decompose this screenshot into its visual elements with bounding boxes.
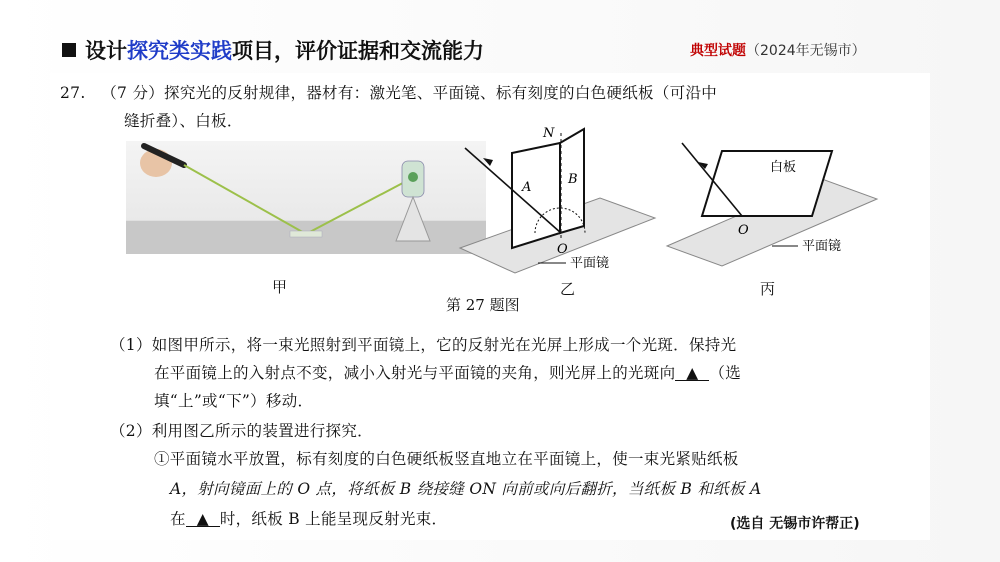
part-1-answer-blank: ▲ — [675, 366, 709, 381]
tag-typical: 典型试题 — [690, 43, 746, 59]
label-b: B — [568, 172, 578, 187]
screen-stand — [396, 197, 430, 241]
title-post: 项目，评价证据和交流能力 — [232, 39, 484, 63]
source-tag — [690, 40, 866, 60]
part-2-sub-1-line-3 — [170, 507, 447, 529]
label-o: O — [557, 242, 568, 257]
part-1-line-3: 填“上”或“下”）移动． — [154, 392, 314, 410]
figure-1-photo — [126, 141, 486, 254]
label-mirror-2: 平面镜 — [570, 256, 610, 271]
label-o-3: O — [738, 223, 749, 238]
label-board: 白板 — [770, 160, 797, 175]
title-pre: 设计 — [85, 39, 127, 63]
question-line-1 — [60, 81, 717, 103]
figure-3-diagram — [662, 131, 882, 281]
part-2-sub-1-line-2: A，射向镜面上的 O 点，将纸板 B 绕接缝 ON 向前或向后翻折，当纸板 B 和纸板 A — [170, 480, 762, 498]
part-1-line-2 — [154, 361, 741, 383]
part-2-line-3-pre: 在 — [170, 510, 186, 528]
figure-2-label: 乙 — [560, 280, 576, 298]
question-intro-2: 缝折叠）、白板． — [124, 112, 243, 130]
figure-3-label: 丙 — [760, 280, 776, 298]
question-number: 27. — [60, 84, 86, 102]
square-bullet-icon — [62, 43, 76, 57]
label-mirror-3: 平面镜 — [802, 239, 842, 254]
part-1-line-2-text: 在平面镜上的入射点不变，减小入射光与平面镜的夹角，则光屏上的光斑向 — [154, 364, 676, 382]
light-spot — [408, 172, 418, 182]
part-1-line-2-tail: （选 — [709, 364, 742, 382]
title-highlight: 探究类实践 — [127, 39, 232, 63]
tag-year-city: （2024年无锡市） — [746, 43, 866, 59]
flat-mirror — [290, 231, 322, 237]
figure-1-label: 甲 — [272, 278, 288, 296]
part-1-line-1: （1）如图甲所示，将一束光照射到平面镜上，它的反射光在光屏上形成一个光斑．保持光 — [110, 336, 737, 354]
label-a: A — [522, 180, 532, 195]
question-intro-1: （7 分）探究光的反射规律，器材有：激光笔、平面镜、标有刻度的白色硬纸板（可沿中 — [101, 84, 718, 102]
laser-setup-drawing — [126, 141, 486, 254]
slide-header — [62, 34, 484, 66]
exam-question-panel — [50, 73, 930, 540]
part-2-answer-blank: ▲ — [186, 512, 220, 527]
part-2-line-3-post: 时，纸板 B 上能呈现反射光束． — [219, 510, 448, 528]
part-2-sub-1-line-1: ①平面镜水平放置，标有刻度的白色硬纸板竖直地立在平面镜上，使一束光紧贴纸板 — [154, 450, 739, 468]
part-2-line-1: （2）利用图乙所示的装置进行探究． — [110, 422, 373, 440]
figure-caption: 第 27 题图 — [446, 296, 520, 314]
figure-2-diagram — [450, 123, 660, 283]
label-n: N — [543, 126, 555, 141]
source-note: (选自 无锡市许帮正) — [730, 516, 860, 532]
